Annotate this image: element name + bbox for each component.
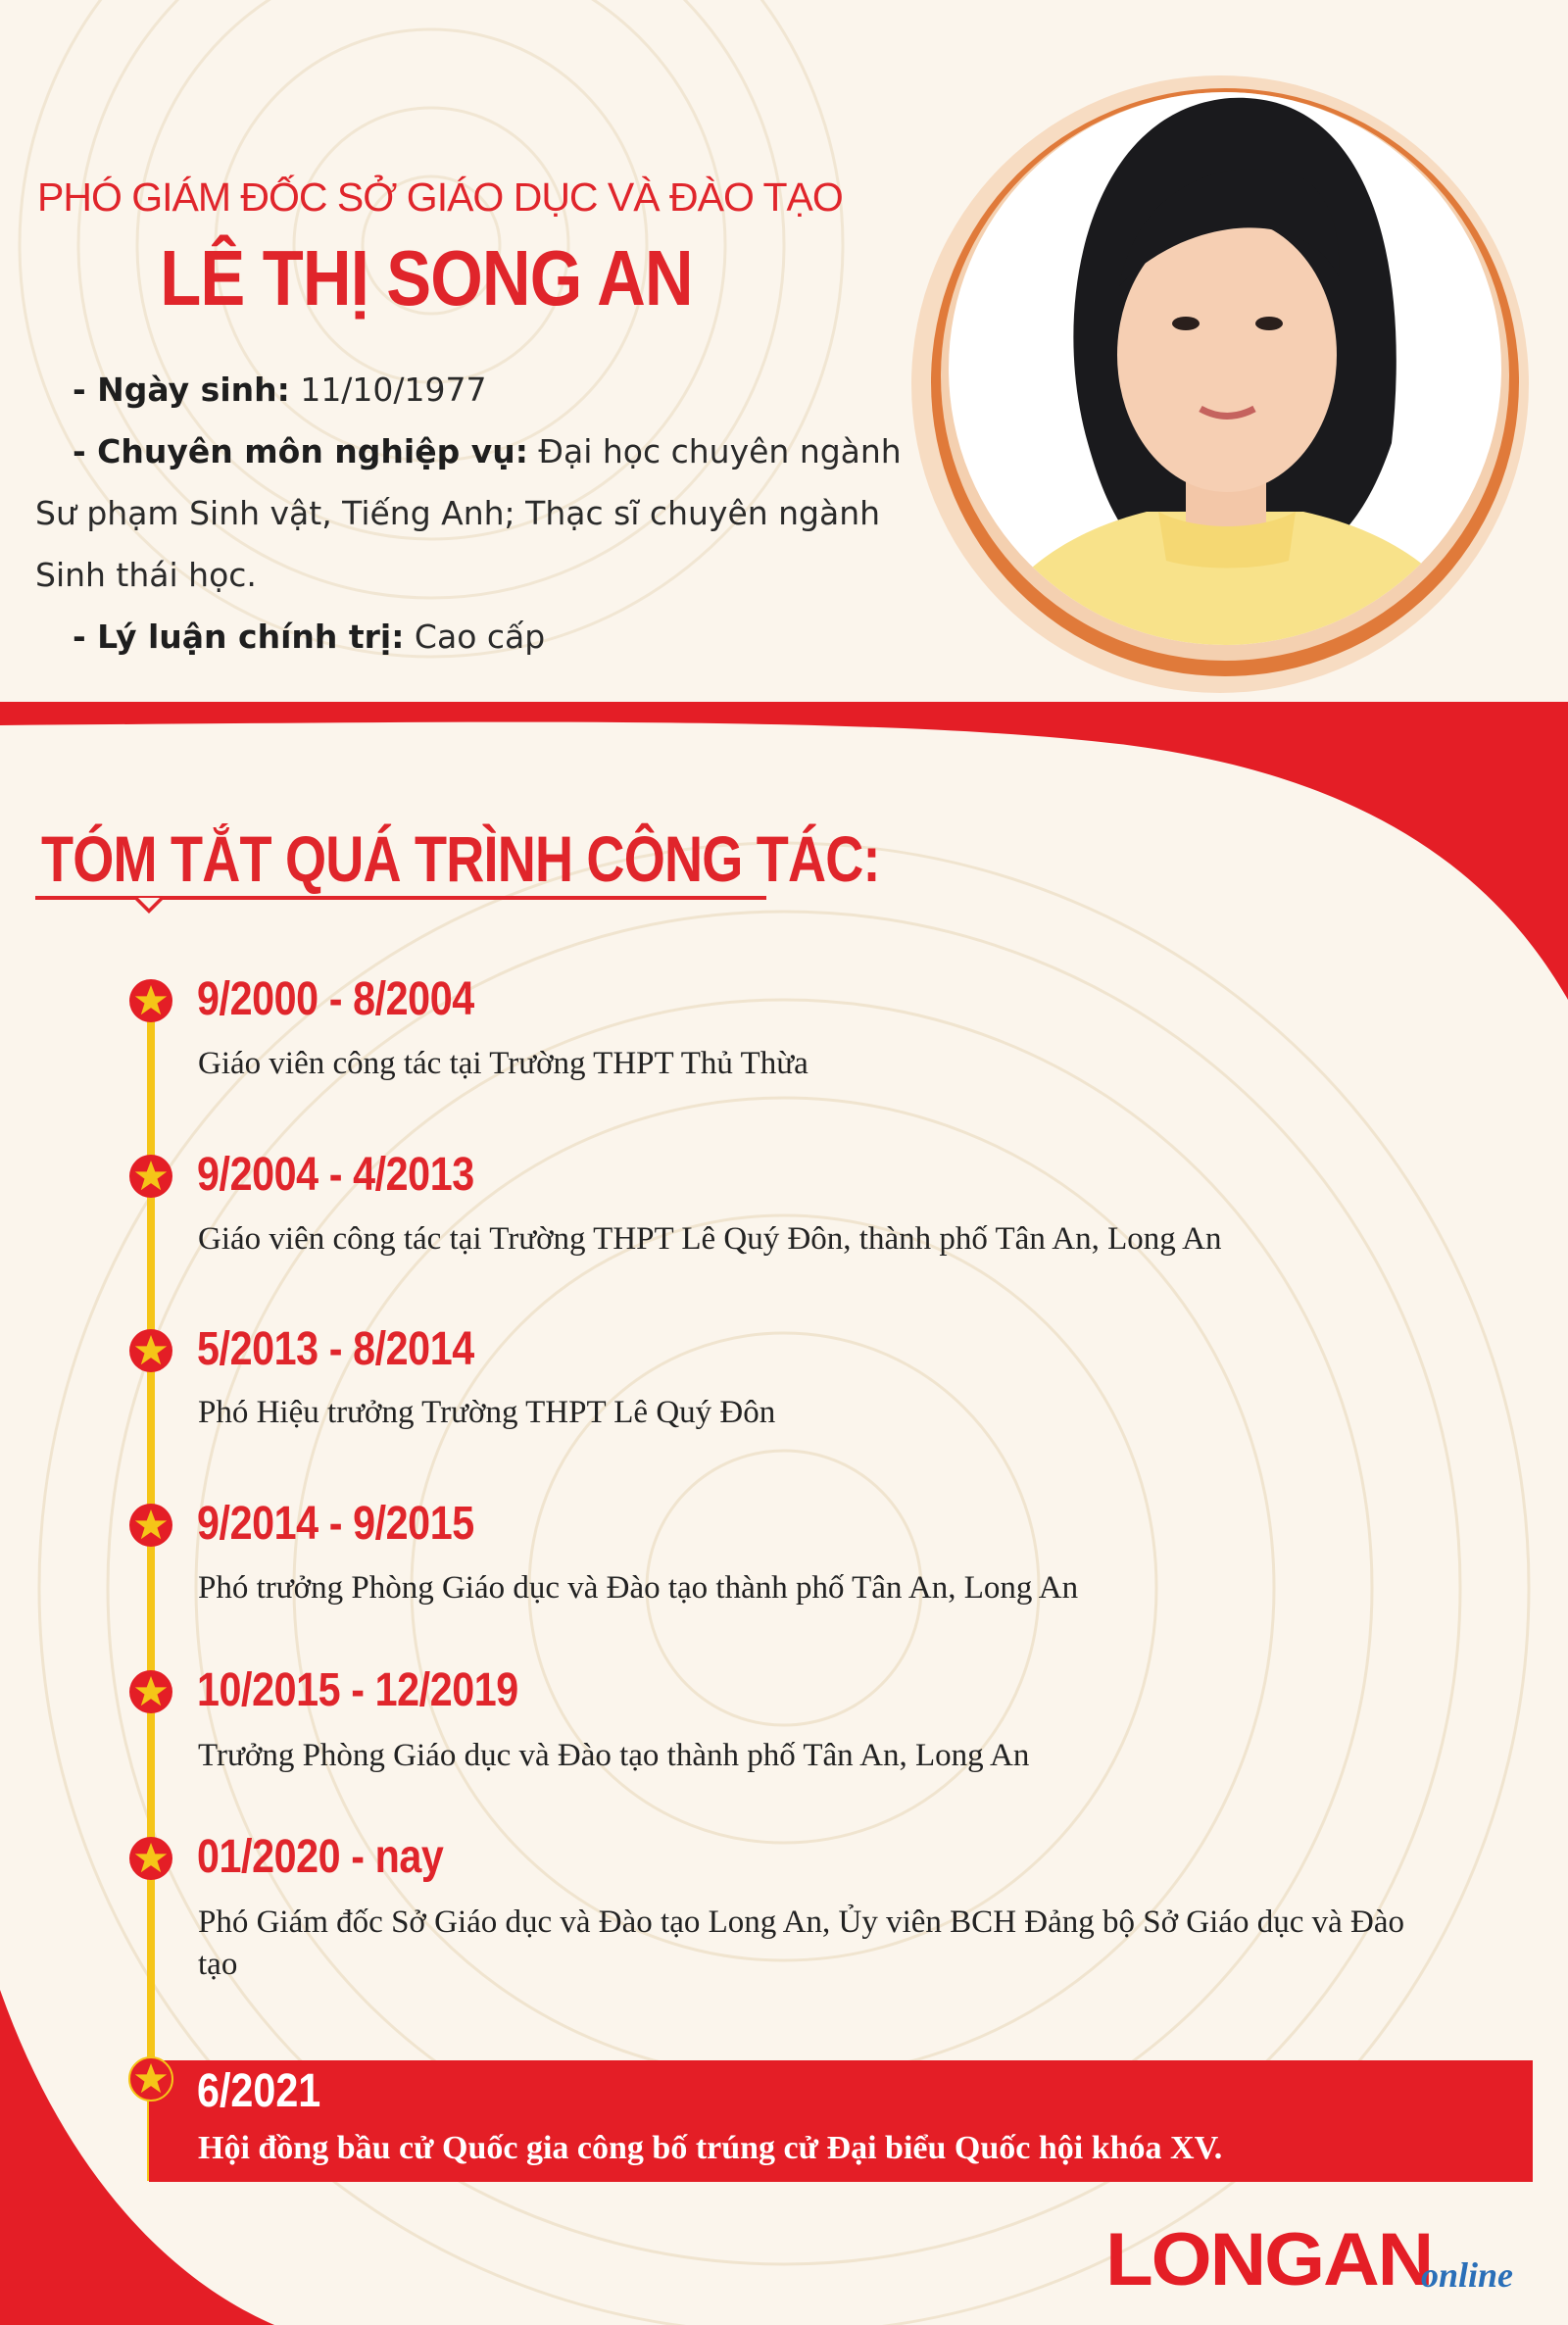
star-icon	[128, 1669, 173, 1714]
timeline-description: Trưởng Phòng Giáo dục và Đào tạo thành phố Tân An, Long An	[198, 1738, 1030, 1773]
timeline-description: Phó Hiệu trưởng Trường THPT Lê Quý Đôn	[198, 1395, 776, 1430]
position-title: PHÓ GIÁM ĐỐC SỞ GIÁO DỤC VÀ ĐÀO TẠO	[37, 174, 843, 220]
timeline-description: Giáo viên công tác tại Trường THPT Thủ Thừa	[198, 1046, 808, 1081]
birth-line	[35, 359, 839, 420]
star-icon	[128, 1503, 173, 1548]
star-icon	[128, 978, 173, 1023]
logo-sub-text: online	[1421, 2255, 1514, 2295]
star-icon	[128, 1836, 173, 1881]
star-icon	[128, 2056, 173, 2102]
timeline-description: Giáo viên công tác tại Trường THPT Lê Quý Đôn, thành phố Tân An, Long An	[198, 1221, 1222, 1257]
politics-line	[35, 606, 839, 668]
politics-value: Cao cấp	[404, 618, 546, 656]
politics-label: - Lý luận chính trị:	[73, 618, 405, 656]
star-icon	[128, 1328, 173, 1373]
timeline-date: 01/2020 - nay	[197, 1831, 444, 1883]
star-icon	[128, 1154, 173, 1199]
expertise-line-3: Sinh thái học.	[35, 556, 257, 594]
timeline-description: Phó trưởng Phòng Giáo dục và Đào tạo thành phố Tân An, Long An	[198, 1570, 1079, 1606]
timeline-date: 9/2000 - 8/2004	[197, 973, 474, 1025]
longan-online-logo	[1105, 2217, 1537, 2305]
timeline-description: Phó Giám đốc Sở Giáo dục và Đào tạo Long An, Ủy viên BCH Đảng bộ Sở Giáo dục và Đào tạo	[198, 1905, 1404, 1982]
highlight-date: 6/2021	[197, 2065, 321, 2117]
expertise-value: Đại học chuyên ngành	[527, 432, 902, 470]
expertise-label: - Chuyên môn nghiệp vụ:	[73, 432, 528, 470]
highlight-description: Hội đồng bầu cử Quốc gia công bố trúng cử Đại biểu Quốc hội khóa XV.	[198, 2130, 1223, 2166]
birth-value: 11/10/1977	[289, 371, 487, 409]
timeline-date: 10/2015 - 12/2019	[197, 1664, 518, 1716]
expertise-line-2: Sư phạm Sinh vật, Tiếng Anh; Thạc sĩ chuyên ngành	[35, 494, 881, 532]
section-underline-pointer-inner	[138, 898, 160, 909]
birth-label: - Ngày sinh:	[73, 371, 290, 409]
personal-info	[35, 359, 902, 668]
timeline-date: 9/2004 - 4/2013	[197, 1149, 474, 1201]
timeline-date: 5/2013 - 8/2014	[197, 1323, 474, 1375]
expertise-line	[35, 420, 902, 482]
logo-main-text: LONGAN	[1105, 2218, 1433, 2301]
person-name: LÊ THỊ SONG AN	[160, 234, 693, 322]
timeline-date: 9/2014 - 9/2015	[197, 1498, 474, 1550]
portrait	[902, 71, 1539, 698]
section-title: TÓM TẮT QUÁ TRÌNH CÔNG TÁC:	[41, 822, 880, 895]
